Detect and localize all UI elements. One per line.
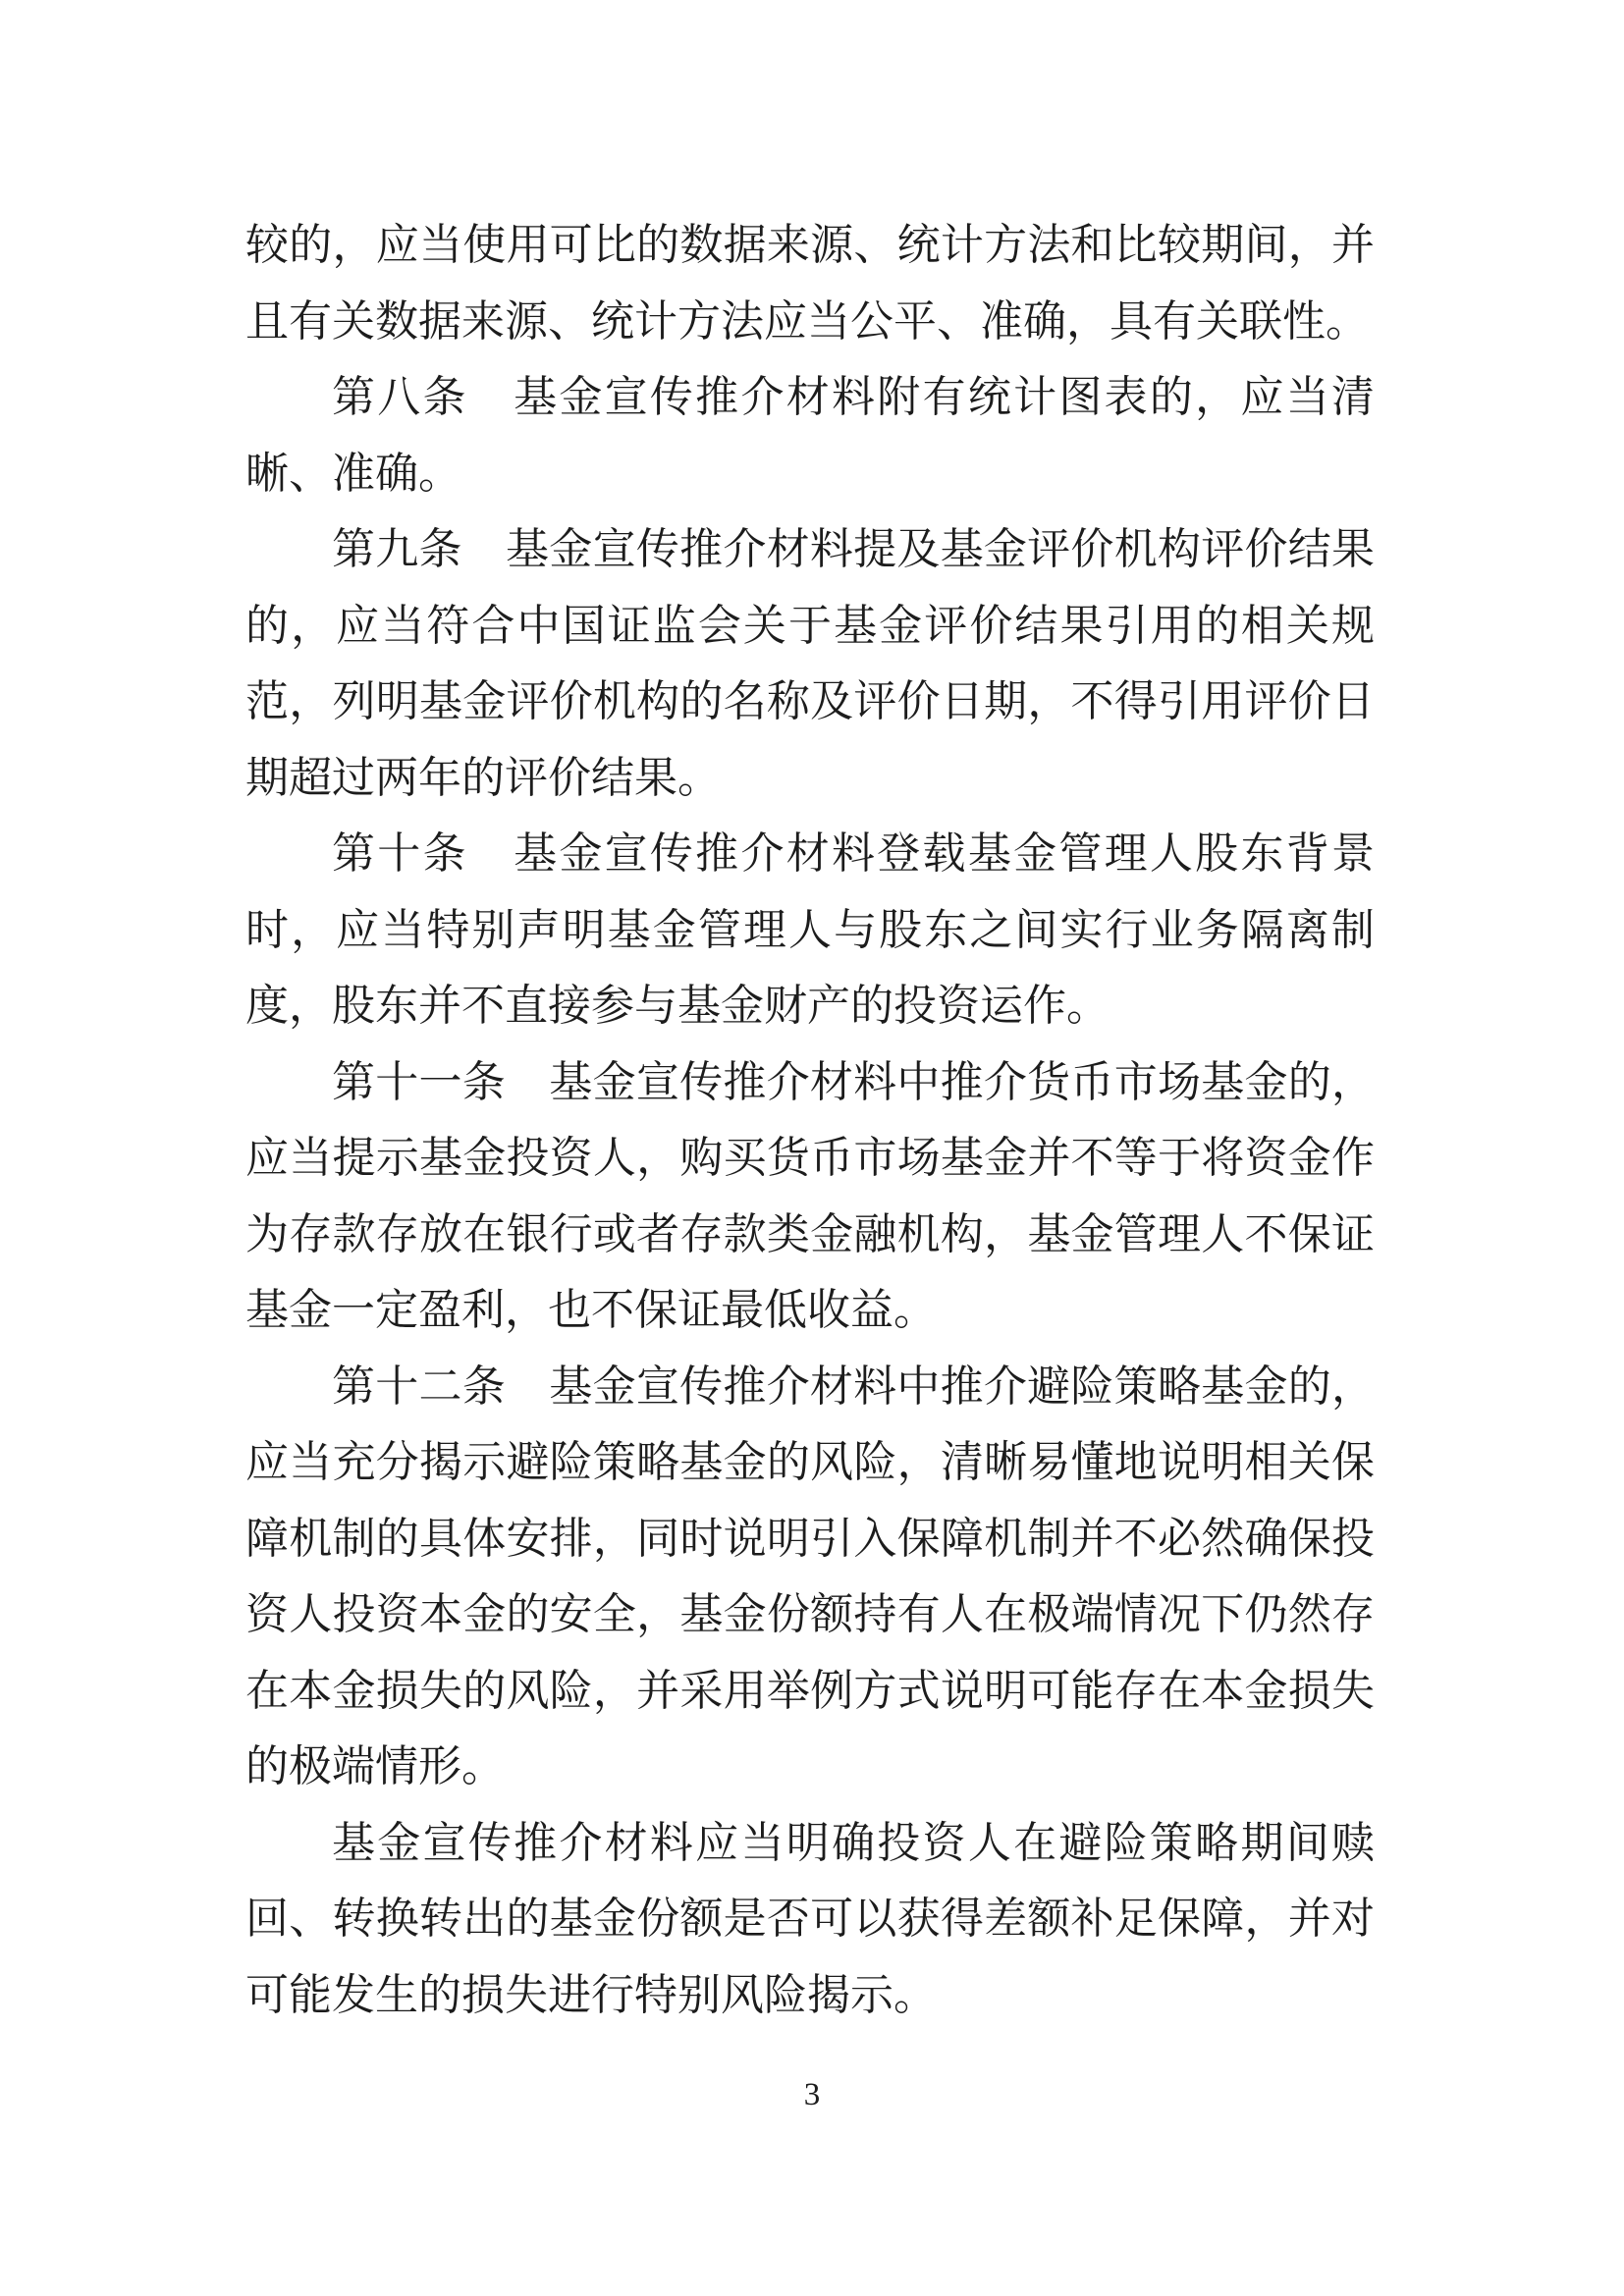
page-number: 3 xyxy=(803,2077,821,2112)
paragraph-article-11: 第十一条 基金宣传推介材料中推介货币市场基金的，应当提示基金投资人，购买货币市场基金并不等于将资金作为存款存放在银行或者存款类金融机构，基金管理人不保证基金一定盈利，也不保证最低收益。 xyxy=(245,1057,1375,1334)
paragraph-article-8: 第八条 基金宣传推介材料附有统计图表的，应当清晰、准确。 xyxy=(245,373,1375,498)
paragraph-article-10: 第十条 基金宣传推介材料登载基金管理人股东背景时，应当特别声明基金管理人与股东之间实行业务隔离制度，股东并不直接参与基金财产的投资运作。 xyxy=(245,829,1375,1030)
paragraph-article-12: 第十二条 基金宣传推介材料中推介避险策略基金的，应当充分揭示避险策略基金的风险，清晰易懂地说明相关保障机制的具体安排，同时说明引入保障机制并不必然确保投资人投资本金的安全，基金份额持有人在极端情况下仍然存在本金损失的风险，并采用举例方式说明可能存在本金损失的极端情形。 xyxy=(245,1362,1375,1790)
paragraph-continuation: 较的，应当使用可比的数据来源、统计方法和比较期间，并且有关数据来源、统计方法应当公平、准确，具有关联性。 xyxy=(245,221,1375,346)
document-body xyxy=(245,207,1375,2033)
paragraph-article-9: 第九条 基金宣传推介材料提及基金评价机构评价结果的，应当符合中国证监会关于基金评价结果引用的相关规范，列明基金评价机构的名称及评价日期，不得引用评价日期超过两年的评价结果。 xyxy=(245,525,1375,802)
paragraph-article-12-part-2: 基金宣传推介材料应当明确投资人在避险策略期间赎回、转换转出的基金份额是否可以获得差额补足保障，并对可能发生的损失进行特别风险揭示。 xyxy=(245,1818,1375,2019)
